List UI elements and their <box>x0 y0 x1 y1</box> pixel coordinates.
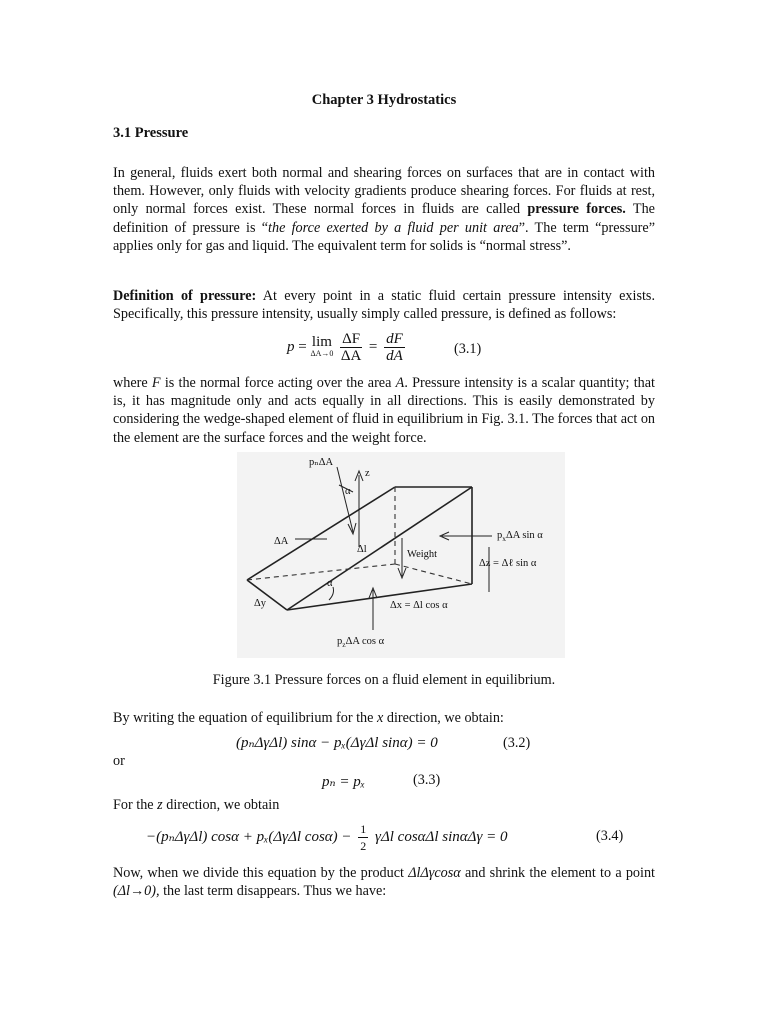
equation-number: (3.2) <box>503 735 531 751</box>
text: For the <box>113 797 158 813</box>
eq-symbol: = <box>368 338 378 355</box>
label-pz-p: p <box>337 636 343 647</box>
fraction <box>384 331 405 364</box>
eq-symbol: = <box>298 338 307 355</box>
text: the last term disappears. Thus we have: <box>159 883 387 900</box>
text: ”. The term “pressure” applies only for gas and liquid. The equivalent term for solids is “normal stress”. <box>113 219 655 254</box>
expression: ΔlΔγcosα <box>408 865 461 881</box>
paragraph-definition <box>113 287 655 323</box>
eq-part: γΔl cosαΔl sinαΔγ = 0 <box>375 828 508 845</box>
label-dz: Δz = Δℓ sin α <box>479 558 537 569</box>
paragraph-where <box>113 374 655 447</box>
label-dl: Δl <box>357 544 367 555</box>
equation-3-4 <box>146 821 507 854</box>
denominator: ΔA <box>340 348 362 364</box>
limit-word: lim <box>311 333 332 350</box>
equation-3-2: (pₙΔγΔl) sinα − pₓ(ΔγΔl sinα) = 0 <box>236 735 438 751</box>
label-px-rest: ΔA sin α <box>506 530 543 541</box>
paragraph-x-direction <box>113 709 655 727</box>
eq-symbol: p <box>287 338 295 355</box>
label-alpha-top: α <box>345 486 351 497</box>
text-or: or <box>113 753 125 769</box>
label-dA: ΔA <box>274 536 289 547</box>
fraction <box>340 331 362 364</box>
label-weight: Weight <box>407 549 438 560</box>
symbol: A <box>395 375 405 391</box>
label-pz-rest: ΔA cos α <box>345 636 385 647</box>
text: where <box>113 375 152 391</box>
limit <box>310 333 334 359</box>
limit-expression: (Δl→0), <box>113 883 160 900</box>
text: . Pressure intensity is a scalar quantity; that is, it has magnitude only and acts equally in all directions. This is easily demonstrated by considering the wedge-shaped element of fluid in equilibrium in Fig. 3.1. The forces that act on the element are the surface forces and the weight force. <box>113 375 655 446</box>
limit-sub: ΔA→0 <box>310 348 334 358</box>
symbol: z <box>157 797 163 813</box>
denominator: dA <box>386 348 403 364</box>
text: direction, we obtain: <box>383 710 504 726</box>
text: direction, we obtain <box>162 797 280 813</box>
chapter-title: Chapter 3 Hydrostatics <box>311 92 457 108</box>
numerator: dF <box>386 331 403 347</box>
label-dx: Δx = Δl cos α <box>390 600 448 611</box>
text: is the normal force acting over the area <box>160 375 396 391</box>
text: Now, when we divide this equation by the product <box>113 865 409 881</box>
section-heading: 3.1 Pressure <box>113 125 189 141</box>
numerator: ΔF <box>342 331 361 347</box>
denominator: 2 <box>360 839 367 853</box>
eq-part: −(pₙΔγΔl) cosα + pₓ(ΔγΔl cosα) − <box>146 828 352 845</box>
equation-number: (3.3) <box>413 772 441 788</box>
paragraph-shrink <box>113 864 655 900</box>
label-pz-sub: z <box>342 640 346 649</box>
paragraph-z-direction <box>113 796 655 814</box>
label-dy: Δy <box>254 598 267 609</box>
equation-3-1 <box>287 331 408 364</box>
bold-term: pressure forces. <box>527 201 626 218</box>
symbol: x <box>377 710 384 726</box>
fraction-half <box>358 821 368 854</box>
label-px-sub: x <box>502 534 506 543</box>
figure-caption: Figure 3.1 Pressure forces on a fluid element in equilibrium. <box>212 672 556 688</box>
text: and shrink the element to a point <box>460 865 656 881</box>
label-pn-dA: pₙΔA <box>309 457 334 468</box>
equation-number: (3.1) <box>454 341 482 357</box>
equation-number: (3.4) <box>596 828 624 844</box>
italic-definition: the force exerted by a fluid per unit area <box>268 219 519 236</box>
text: At every point in a static fluid certain pressure intensity exists. Specifically, this pressure intensity, usually simply called pressure, is defined as follows: <box>113 288 655 323</box>
label-px-p: p <box>497 530 503 541</box>
bold-term: Definition of pressure: <box>113 288 257 304</box>
paragraph-intro <box>113 164 655 255</box>
label-z-axis: z <box>365 468 370 479</box>
numerator: 1 <box>360 822 367 836</box>
text: The definition of pressure is “ <box>113 201 655 236</box>
equation-3-3: pₙ = pₓ <box>322 774 365 790</box>
text: By writing the equation of equilibrium for the <box>113 710 377 726</box>
text: In general, fluids exert both normal and shearing forces on surfaces that are in contact with them. However, only fluids with velocity gradients produce shearing forces. For fluids at rest, only normal forces exist. These normal forces in fluids are called <box>113 165 655 218</box>
label-alpha-bottom: α <box>327 578 333 589</box>
symbol: F <box>151 375 161 391</box>
figure-wedge-element <box>237 452 565 658</box>
